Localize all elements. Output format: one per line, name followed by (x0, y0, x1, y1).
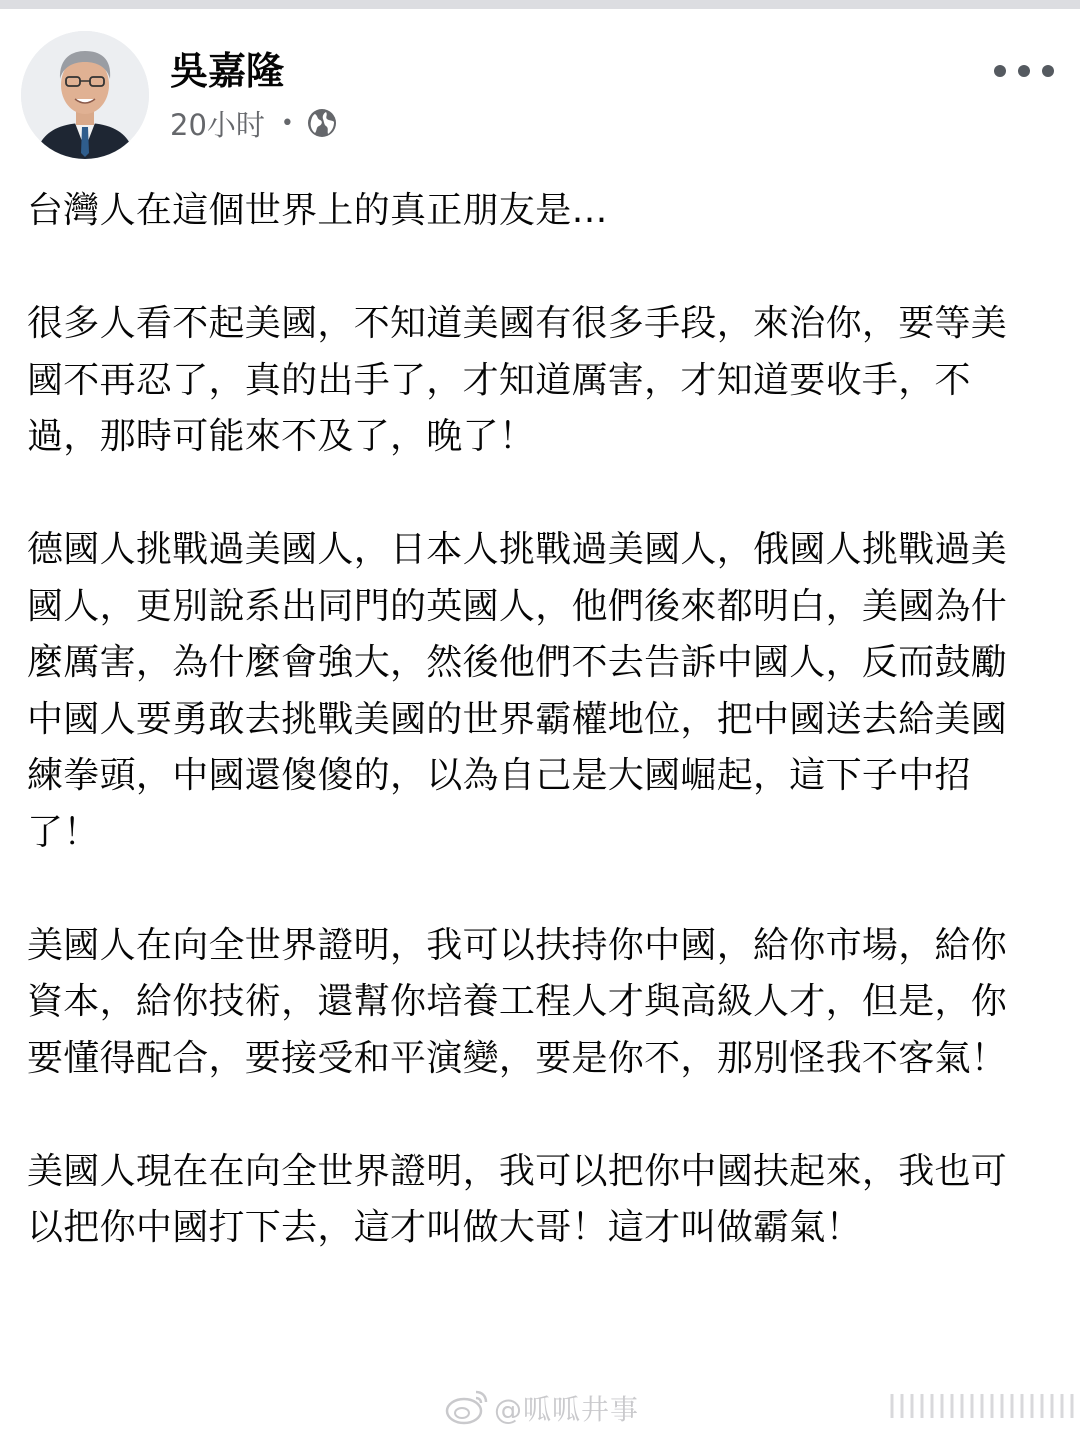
post-paragraph: 台灣人在這個世界上的真正朋友是… (27, 190, 608, 231)
weibo-watermark (0, 1384, 1080, 1432)
more-options-dot (1042, 65, 1054, 77)
post-timestamp[interactable]: 20小时 (170, 107, 265, 142)
post-paragraph: 美國人在向全世界證明，我可以扶持你中國，給你市場，給你資本，給你技術，還幫你培養工程人才與高級人才，但是，你要懂得配合，要接受和平演變，要是你不，那別怪我不客氣！ (27, 924, 1008, 1079)
weibo-logo-icon (444, 1386, 490, 1426)
watermark-pattern (888, 1388, 1078, 1424)
top-divider (0, 0, 1080, 9)
post-paragraph: 德國人挑戰過美國人，日本人挑戰過美國人，俄國人挑戰過美國人，更別說系出同門的英國人，他們後來都明白，美國為什麼厲害，為什麼會強大，然後他們不去告訴中國人，反而鼓勵中國人要勇敢去挑戰美國的世界霸權地位，把中國送去給美國練拳頭，中國還傻傻的，以為自己是大國崛起，這下子中招了！ (27, 529, 1008, 853)
post-paragraph: 很多人看不起美國，不知道美國有很多手段，來治你，要等美國不再忍了，真的出手了，才知道厲害，才知道要收手，不過，那時可能來不及了，晚了！ (27, 303, 1008, 457)
post-meta (170, 105, 338, 141)
post-paragraph: 美國人現在在向全世界證明，我可以把你中國扶起來，我也可以把你中國打下去，這才叫做大哥！這才叫做霸氣！ (27, 1150, 1008, 1248)
globe-icon (306, 107, 338, 139)
post-header (0, 9, 1080, 159)
more-options-dot (1018, 65, 1030, 77)
meta-separator: • (280, 110, 294, 136)
post-body (27, 183, 1037, 1257)
more-options-button[interactable] (990, 57, 1058, 85)
watermark-text: @呱呱井事 (494, 1393, 640, 1426)
avatar[interactable] (21, 31, 149, 159)
author-name[interactable]: 吳嘉隆 (170, 49, 285, 93)
avatar-portrait (21, 31, 149, 159)
more-options-icon (994, 65, 1006, 77)
